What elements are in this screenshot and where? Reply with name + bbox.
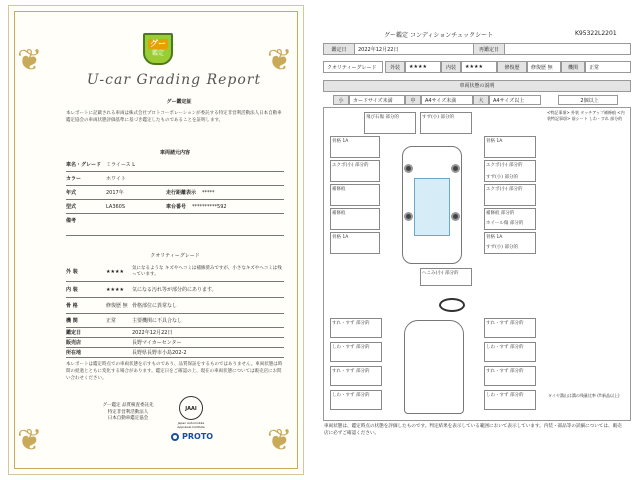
value: 修復歴 無 xyxy=(106,303,128,309)
row-interior xyxy=(66,282,284,298)
scale-mid: 中 xyxy=(405,95,421,105)
certificate-subtitle: グー鑑定証 xyxy=(166,99,192,105)
int-label: 内装 xyxy=(441,61,461,73)
desc-heading: 車両状態の説明 xyxy=(323,80,631,92)
issuer-line: 日本自動車鑑定協会 xyxy=(107,416,149,421)
ornament-right-bottom: ❦ xyxy=(267,423,293,458)
badge-top-text: グー xyxy=(150,39,166,48)
value: ホワイト xyxy=(106,176,126,182)
label: 車台番号 xyxy=(166,204,187,210)
row-frame xyxy=(66,298,284,314)
row-year xyxy=(66,186,284,200)
int-value: ★★★★ xyxy=(461,61,497,73)
value: ***** xyxy=(202,189,215,196)
scale-large-desc: A4サイズ以上 xyxy=(489,95,541,105)
damage-label: 飛び石傷 部分的 xyxy=(366,115,399,120)
scale-large: 大 xyxy=(473,95,489,105)
damage-label: しわ・すず 部分的 xyxy=(486,393,524,398)
damage-label: すず(小) 部分的 xyxy=(486,245,518,250)
engine-label: 機関 xyxy=(561,61,585,73)
damage-label: 骨格 1A xyxy=(486,139,503,144)
label: 走行距離表示 xyxy=(166,190,197,196)
scale-small-desc: カードサイズ未満 xyxy=(349,95,405,105)
car-interior-outline xyxy=(404,320,464,414)
label: 販売店 xyxy=(66,340,82,346)
stars: ★★★★ xyxy=(106,268,124,275)
row-address xyxy=(66,348,284,358)
sheet-footnote: 車両状態は、鑑定時点の状態を評価したものです。判定結果を表示している範囲において表示しています。内装・部品等の詳細については、販売店に必ずご確認ください。 xyxy=(324,424,622,436)
damage-label: すず(小) 部分的 xyxy=(486,175,518,180)
reappraisal-label: 再鑑定日 xyxy=(473,43,505,55)
value: 長野マイカーセンター xyxy=(132,340,182,346)
damage-label: エクボ(小) 部分的 xyxy=(486,163,523,168)
damage-label: 骨格 1A xyxy=(332,139,349,144)
damage-label: すれ・すず 部分的 xyxy=(486,321,524,326)
issuer-line: グー鑑定 品質検査委託先 xyxy=(102,403,154,408)
issuer-line: 特定非営利活動法人 xyxy=(107,409,149,415)
label: 備考 xyxy=(66,218,77,224)
damage-label: 骨格 1A xyxy=(486,235,503,240)
row-date xyxy=(66,328,284,338)
label: 型式 xyxy=(66,204,77,210)
tire-note: タイヤ溝山は溝の残量比率 (Y:新品以上) xyxy=(548,393,620,398)
wheel-icon xyxy=(404,164,413,173)
repair-label: 修復歴 xyxy=(497,61,527,73)
jaai-logo-icon: JAAI xyxy=(179,396,203,420)
report-title: U-car Grading Report xyxy=(86,72,262,88)
engine-value: 正常 xyxy=(585,61,631,73)
damage-label: 骨格 1A xyxy=(332,235,349,240)
description: 骨格部位に異常なし xyxy=(132,303,178,309)
damage-label: しわ・すず 部分的 xyxy=(486,345,524,350)
damage-label: しわ・すず 部分的 xyxy=(332,345,370,350)
special-notes: <特記事項> 外装 タッチアップ補修痕 <内装特記事項> 前シート しわ・すれ 部分的 xyxy=(547,110,625,121)
steering-wheel-icon xyxy=(439,298,465,312)
damage-label: すず(小) 部分的 xyxy=(422,115,454,120)
label: カラー xyxy=(66,176,82,182)
quality-heading: クオリティーグレード xyxy=(150,253,200,259)
scale-small: 小 xyxy=(333,95,349,105)
stars: ★★★★ xyxy=(106,286,124,293)
value: **********592 xyxy=(192,203,227,210)
label: 車名・グレード xyxy=(66,162,102,168)
row-color xyxy=(66,172,284,186)
sheet-title: グー鑑定 コンディションチェックシート xyxy=(384,32,494,39)
label: 内 装 xyxy=(66,287,78,293)
damage-label: エクボ(小) 部分的 xyxy=(332,163,369,168)
value: LA360S xyxy=(106,203,126,210)
label: 機 関 xyxy=(66,318,78,324)
value: 2017年 xyxy=(106,190,124,196)
damage-label: 補修痕 部分的 xyxy=(486,211,515,216)
description: 気になる汚れ等が部分的にあります。 xyxy=(132,287,217,293)
value: ミライース L xyxy=(106,162,135,168)
closing-text: 本レポートは鑑定時点での車両状態を示すものであり、品質保証をするものではありません。車両状態は時間の経過とともに変化する場合があります。鑑定日をご確認の上、現在の車両状態については販売店にお問い合わせください。 xyxy=(66,362,283,381)
description: 主要機関に不具合なし xyxy=(132,318,183,324)
ext-label: 外装 xyxy=(385,61,405,73)
date-value: 2022年12月22日 xyxy=(354,43,474,55)
badge-bottom-text: 鑑定 xyxy=(151,50,164,57)
damage-label: へこみ(小) 部分的 xyxy=(422,271,459,276)
row-type xyxy=(66,200,284,214)
damage-label: すれ・すず 部分的 xyxy=(332,369,370,374)
value: 2022年12月22日 xyxy=(132,330,173,336)
intro-text: 本レポートに記載される車両は株式会社プロトコーポレーションが委託する特定非営利活動法人日本自動車鑑定協会の車両状態評価基準に基づき鑑定したものであることを証明します。 xyxy=(66,111,282,123)
scale-mid-desc: A4サイズ未満 xyxy=(421,95,473,105)
reappraisal-value xyxy=(504,43,631,55)
wheel-icon xyxy=(451,212,460,221)
label: 外 装 xyxy=(66,269,78,275)
description: 気になるような キズやヘコミは補修済みですが、小さなキズやヘコミは残っています。 xyxy=(132,265,282,277)
car-roof-glass xyxy=(414,178,450,236)
row-shop xyxy=(66,338,284,348)
damage-diagram xyxy=(323,107,631,421)
label: 鑑定日 xyxy=(66,330,82,336)
damage-label: エクボ(小) 部分的 xyxy=(486,187,523,192)
damage-label: すれ・すず 部分的 xyxy=(486,369,524,374)
scale-multiple: 2個以上 xyxy=(558,95,618,105)
issuer-block xyxy=(88,403,168,423)
damage-label: 補修痕 xyxy=(332,187,346,192)
wheel-icon xyxy=(404,212,413,221)
proto-logo-text: PROTO xyxy=(182,432,214,441)
label: 年式 xyxy=(66,190,77,196)
label: 所在地 xyxy=(66,350,82,356)
damage-label: しわ・すず 部分的 xyxy=(332,393,370,398)
proto-logo-icon xyxy=(171,433,179,441)
row-notes xyxy=(66,214,284,236)
value: 正常 xyxy=(106,318,117,324)
quality-label: クオリティーグレード xyxy=(323,61,383,73)
jaai-caption: Japan Automobile Appraisal Institute xyxy=(177,421,205,429)
value: 長野県長野市小島202-2 xyxy=(132,350,187,356)
ornament-left-top: ❦ xyxy=(17,43,43,78)
row-engine xyxy=(66,314,284,328)
row-model xyxy=(66,158,284,172)
sheet-id: K95322L2201 xyxy=(575,30,617,37)
goo-appraisal-badge-icon xyxy=(143,33,173,65)
repair-value: 修復歴 無 xyxy=(527,61,561,73)
date-label: 鑑定日 xyxy=(323,43,355,55)
ornament-right-top: ❦ xyxy=(267,43,293,78)
damage-label: ホイール傷 部分的 xyxy=(486,221,524,226)
ext-value: ★★★★ xyxy=(405,61,441,73)
spec-heading: 車両諸元内容 xyxy=(159,150,190,156)
row-exterior xyxy=(66,262,284,282)
ornament-left-bottom: ❦ xyxy=(17,423,43,458)
label: 骨 格 xyxy=(66,303,78,309)
wheel-icon xyxy=(451,164,460,173)
damage-label: すれ・すず 部分的 xyxy=(332,321,370,326)
damage-label: 補修痕 xyxy=(332,211,346,216)
